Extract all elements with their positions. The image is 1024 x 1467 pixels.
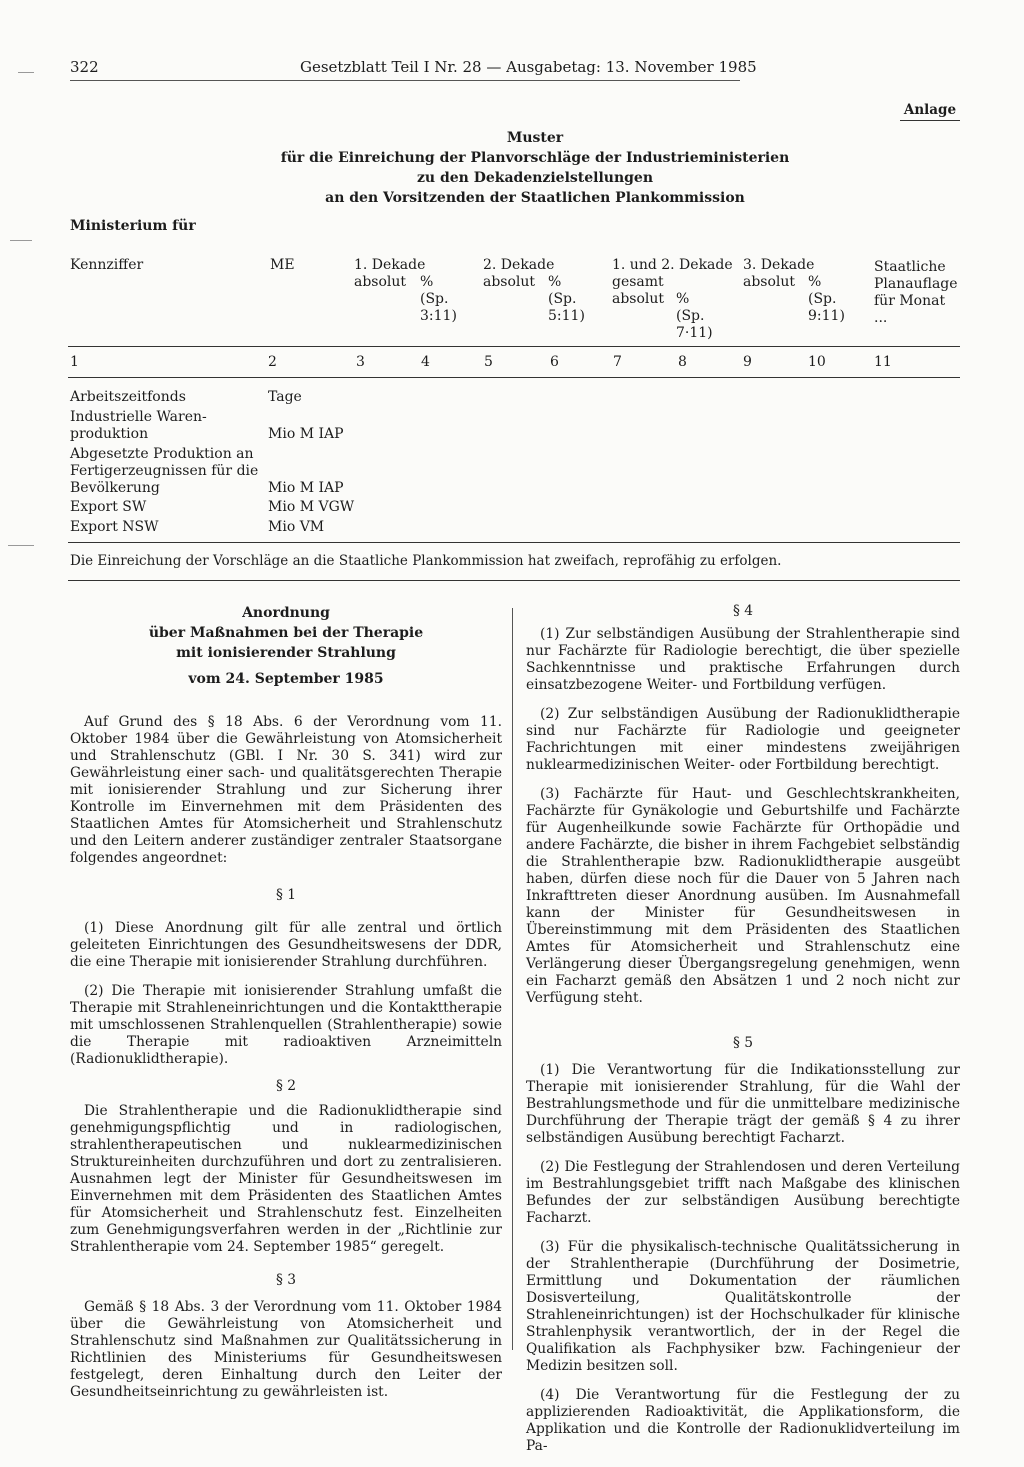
col-num-10: 10 xyxy=(808,354,826,370)
table-row xyxy=(70,519,159,536)
row-label: Bevölkerung xyxy=(70,480,160,496)
th-line: (Sp. xyxy=(676,308,705,324)
header-rule xyxy=(70,80,740,81)
th-line: Planauflage xyxy=(874,276,958,292)
th-line: (Sp. xyxy=(420,291,449,307)
section-5-para-4: (4) Die Verantwortung für die Festlegung der zu applizierenden Radioaktivität, die Applikationsform, die Applikation und die Kontrolle der Radionuklidverteilung im Pa- xyxy=(526,1387,960,1454)
table-rule-top xyxy=(68,346,960,347)
anordnung-date: vom 24. September 1985 xyxy=(188,671,384,687)
th-dekade1 xyxy=(354,257,425,291)
col-num-2: 2 xyxy=(268,354,277,370)
table-rule-bottom xyxy=(68,542,960,543)
row-label: Abgesetzte Produktion an xyxy=(70,446,254,462)
th-dekade12 xyxy=(612,257,733,308)
section-4-para-2: (2) Zur selbständigen Ausübung der Radionuklidtherapie sind nur Fachärzte für Radiologie und geeigneter Fachrichtungen mit einer mindestens zweijährigen nuklearmedizinischen Weiter- oder Fortbildung berechtigt. xyxy=(526,706,960,773)
th-line: gesamt xyxy=(612,274,664,290)
table-footnote: Die Einreichung der Vorschläge an die Staatliche Plankommission hat zweifach, reprofähig zu erfolgen. xyxy=(70,553,782,569)
th-line: absolut xyxy=(354,274,407,290)
th-line: 1. und 2. Dekade xyxy=(612,257,733,273)
table-row xyxy=(70,389,186,406)
th-dekade12-pct xyxy=(676,291,713,342)
right-column xyxy=(526,603,960,1467)
th-dekade3 xyxy=(743,257,814,291)
table-rule-mid xyxy=(68,377,960,378)
section-rule xyxy=(68,580,960,581)
running-title: Gesetzblatt Teil I Nr. 28 — Ausgabetag: 13. November 1985 xyxy=(300,58,757,76)
th-line: % xyxy=(808,274,822,290)
anordnung-title xyxy=(70,603,502,663)
ministerium-label: Ministerium für xyxy=(70,218,196,234)
row-me: Tage xyxy=(268,389,302,405)
row-me: Mio M IAP xyxy=(268,480,344,496)
table-row xyxy=(70,499,146,516)
table-row xyxy=(70,446,258,497)
col-num-4: 4 xyxy=(421,354,430,370)
col-num-3: 3 xyxy=(356,354,365,370)
row-label: Fertigerzeugnissen für die xyxy=(70,463,259,479)
th-dekade2-pct xyxy=(548,274,585,325)
section-2-heading: § 2 xyxy=(275,1078,297,1094)
anlage-label: Anlage xyxy=(900,102,960,121)
muster-title xyxy=(230,128,840,208)
row-me: Mio M VGW xyxy=(268,499,355,515)
th-line: 2. Dekade xyxy=(483,257,555,273)
col-num-9: 9 xyxy=(743,354,752,370)
section-1-para-2: (2) Die Therapie mit ionisierender Strahlung umfaßt die Therapie mit Strahleneinrichtungen und die Kontakttherapie mit umschlossenen Strahlenquellen (Strahlentherapie) sowie die Therapie mit radioaktiven Arzneimitteln (Radionuklidtherapie). xyxy=(70,983,502,1067)
th-kennziffer: Kennziffer xyxy=(70,257,144,273)
section-5-para-3: (3) Für die physikalisch-technische Qualitätssicherung in der Strahlentherapie (Durchführung der Dosimetrie, Ermittlung und Dokumentation der räumlichen Dosisverteilung, Qualitätskontrolle der Strahleneinrichtungen) ist der Hochschulkader für klinische Strahlenphysik verantwortlich, der in der Regel die Qualifikation als Fachphysiker bzw. Fachingenieur der Medizin besitzen soll. xyxy=(526,1239,960,1374)
th-line: Staatliche xyxy=(874,259,946,275)
th-line: (Sp. xyxy=(808,291,837,307)
muster-title-line: Muster xyxy=(506,130,564,146)
row-me: Mio M IAP xyxy=(268,426,344,442)
th-line: 3. Dekade xyxy=(743,257,815,273)
page-number: 322 xyxy=(70,58,99,76)
th-line: 3:11) xyxy=(420,308,457,324)
section-4-heading: § 4 xyxy=(732,603,754,619)
section-3-para-1: Gemäß § 18 Abs. 3 der Verordnung vom 11. Oktober 1984 über die Gewährleistung von Atomsicherheit und Strahlenschutz sind Maßnahmen zur Qualitätssicherung in Richtlinien des Ministeriums für Gesundheitswesen festgelegt, deren Einhaltung durch den Leiter der Gesundheitseinrichtung zu gewährleisten ist. xyxy=(70,1299,502,1400)
section-5-para-2: (2) Die Festlegung der Strahlendosen und deren Verteilung im Bestrahlungsgebiet trifft nach Maßgabe des klinischen Befundes der zur selbständigen Ausübung berechtigte Facharzt. xyxy=(526,1159,960,1226)
th-me: ME xyxy=(270,257,295,273)
col-num-11: 11 xyxy=(874,354,892,370)
scan-mark xyxy=(10,240,32,241)
th-line: absolut xyxy=(612,291,665,307)
col-num-7: 7 xyxy=(613,354,622,370)
section-4-para-1: (1) Zur selbständigen Ausübung der Strahlentherapie sind nur Fachärzte für Radiologie berechtigt, die über spezielle Sachkenntnisse und praktische Erfahrungen durch einsatzbezogene Weiter- und Fortbildung verfügen. xyxy=(526,626,960,693)
table-row xyxy=(70,409,207,443)
row-label: Arbeitszeitfonds xyxy=(70,389,186,405)
muster-title-line: zu den Dekadenzielstellungen xyxy=(416,170,654,186)
col-num-1: 1 xyxy=(70,354,79,370)
th-line: % xyxy=(548,274,562,290)
column-divider xyxy=(512,608,513,1350)
section-5-para-1: (1) Die Verantwortung für die Indikationsstellung zur Therapie mit ionisierender Strahlung, für die Wahl der Bestrahlungsmethode und für die unmittelbare medizinische Durchführung der Therapie trägt der gemäß § 4 zu ihrer selbständigen Ausübung berechtigt Facharzt. xyxy=(526,1062,960,1146)
scan-mark xyxy=(8,545,34,546)
row-me: Mio VM xyxy=(268,519,325,535)
th-line: 7·11) xyxy=(676,325,713,341)
row-label: Industrielle Waren- xyxy=(70,409,207,425)
section-3-heading: § 3 xyxy=(275,1272,297,1288)
th-line: für Monat xyxy=(874,293,946,309)
muster-title-line: für die Einreichung der Planvorschläge der Industrieministerien xyxy=(280,150,790,166)
section-5-heading: § 5 xyxy=(732,1035,754,1051)
section-1-heading: § 1 xyxy=(275,887,297,903)
section-2-para-1: Die Strahlentherapie und die Radionuklidtherapie sind genehmigungspflichtig und in radiologischen, strahlentherapeutischen und nuklearmedizinischen Struktureinheiten durchzuführen und dort zu zentralisieren. Ausnahmen legt der Minister für Gesundheitswesen im Einvernehmen mit dem Präsidenten des Staatlichen Amtes für Atomsicherheit und Strahlenschutz fest. Einzelheiten zum Genehmigungsverfahren werden in der „Richtlinie zur Strahlentherapie vom 24. September 1985“ geregelt. xyxy=(70,1103,502,1255)
title-line: mit ionisierender Strahlung xyxy=(176,645,396,661)
th-line: absolut xyxy=(483,274,536,290)
th-dekade3-pct xyxy=(808,274,845,325)
section-1-para-1: (1) Diese Anordnung gilt für alle zentral und örtlich geleiteten Einrichtungen des Gesundheitswesens der DDR, die eine Therapie mit ionisierender Strahlung durchführen. xyxy=(70,920,502,970)
col-num-5: 5 xyxy=(484,354,493,370)
left-column xyxy=(70,603,502,1413)
th-line: % xyxy=(420,274,434,290)
th-line: 9:11) xyxy=(808,308,845,324)
col-num-8: 8 xyxy=(678,354,687,370)
preamble: Auf Grund des § 18 Abs. 6 der Verordnung vom 11. Oktober 1984 über die Gewährleistung von Atomsicherheit und Strahlenschutz (GBl. I Nr. 30 S. 341) wird zur Gewährleistung einer sach- und qualitätsgerechten Therapie mit ionisierender Strahlung und zur Sicherung ihrer Kontrolle im Einvernehmen mit dem Präsidenten des Staatlichen Amtes für Atomsicherheit und Strahlenschutz und den Leitern anderer zuständiger zentraler Staatsorgane folgendes angeordnet: xyxy=(70,714,502,866)
th-dekade2 xyxy=(483,257,554,291)
scan-mark xyxy=(18,72,34,73)
th-line: (Sp. xyxy=(548,291,577,307)
row-label: Export SW xyxy=(70,499,147,515)
th-line: 5:11) xyxy=(548,308,585,324)
th-line: 1. Dekade xyxy=(354,257,426,273)
title-line: Anordnung xyxy=(242,605,330,621)
muster-title-line: an den Vorsitzenden der Staatlichen Plankommission xyxy=(325,190,745,206)
section-4-para-3: (3) Fachärzte für Haut- und Geschlechtskrankheiten, Fachärzte für Gynäkologie und Geburtshilfe und Fachärzte für Augenheilkunde sowie Fachärzte für Orthopädie und andere Fachärzte, die bisher in ihrem Fachgebiet selbständig die Strahlentherapie bzw. Radionuklidtherapie ausgeübt haben, dürfen diese noch für die Dauer von 5 Jahren nach Inkrafttreten dieser Anordnung ausüben. Im Ausnahmefall kann der Minister für Gesundheitswesen in Übereinstimmung mit dem Präsidenten des Staatlichen Amtes für Atomsicherheit und Strahlenschutz eine Verlängerung dieser Übergangsregelung genehmigen, wenn ein Facharzt gemäß den Absätzen 1 und 2 noch nicht zur Verfügung steht. xyxy=(526,786,960,1006)
th-staatliche xyxy=(874,259,958,327)
col-num-6: 6 xyxy=(550,354,559,370)
th-line: ... xyxy=(874,310,888,326)
th-line: % xyxy=(676,291,690,307)
th-line: absolut xyxy=(743,274,796,290)
th-dekade1-pct xyxy=(420,274,457,325)
row-label: Export NSW xyxy=(70,519,159,535)
row-label: produktion xyxy=(70,426,149,442)
title-line: über Maßnahmen bei der Therapie xyxy=(148,625,424,641)
